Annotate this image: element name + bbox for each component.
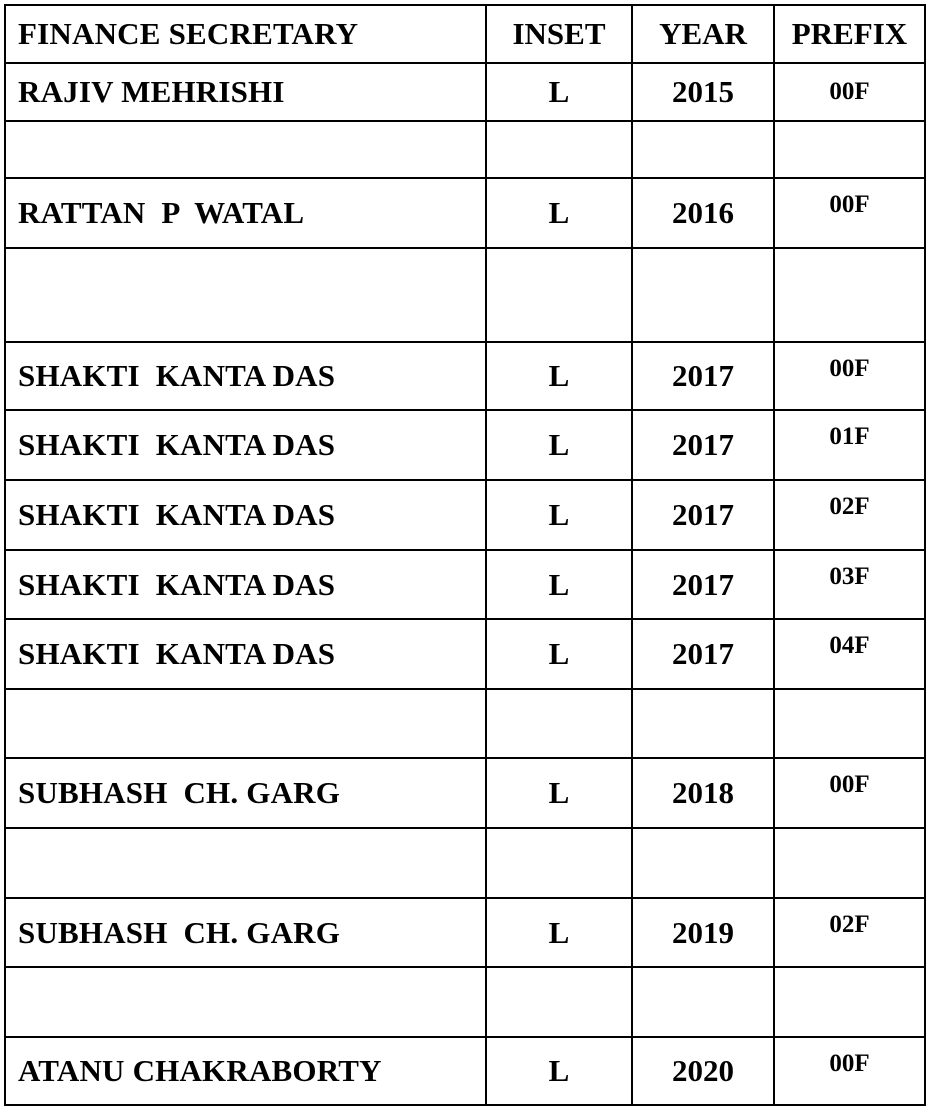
header-finance-secretary: FINANCE SECRETARY: [5, 5, 486, 63]
table-row: [5, 63, 925, 121]
table-row: [5, 178, 925, 248]
row-inset: L: [486, 63, 632, 121]
header-prefix: PREFIX: [774, 5, 925, 63]
row-inset: [486, 121, 632, 178]
row-prefix: 01F: [774, 410, 925, 480]
table-row: [5, 758, 925, 828]
row-inset: L: [486, 550, 632, 619]
row-year: [632, 967, 774, 1037]
row-inset: L: [486, 758, 632, 828]
row-inset: L: [486, 1037, 632, 1105]
row-prefix: [774, 689, 925, 758]
row-name: [5, 967, 486, 1037]
row-name: [5, 689, 486, 758]
row-prefix: 02F: [774, 480, 925, 550]
row-inset: L: [486, 480, 632, 550]
table-row: [5, 410, 925, 480]
row-name: SHAKTI KANTA DAS: [5, 480, 486, 550]
row-year: 2018: [632, 758, 774, 828]
row-name: [5, 828, 486, 898]
row-inset: [486, 828, 632, 898]
row-year: 2020: [632, 1037, 774, 1105]
row-prefix: 00F: [774, 1037, 925, 1105]
row-year: 2015: [632, 63, 774, 121]
row-year: [632, 689, 774, 758]
row-prefix: [774, 248, 925, 342]
row-name: RATTAN P WATAL: [5, 178, 486, 248]
row-inset: L: [486, 342, 632, 410]
table-row: [5, 828, 925, 898]
row-prefix: [774, 121, 925, 178]
table-row: [5, 121, 925, 178]
row-inset: [486, 689, 632, 758]
table-row: [5, 342, 925, 410]
row-prefix: 00F: [774, 178, 925, 248]
row-prefix: 00F: [774, 758, 925, 828]
row-year: 2017: [632, 480, 774, 550]
row-year: [632, 248, 774, 342]
row-name: [5, 121, 486, 178]
row-inset: L: [486, 178, 632, 248]
row-prefix: 02F: [774, 898, 925, 967]
row-name: RAJIV MEHRISHI: [5, 63, 486, 121]
row-year: 2017: [632, 550, 774, 619]
row-prefix: 04F: [774, 619, 925, 689]
row-name: SUBHASH CH. GARG: [5, 898, 486, 967]
table-row: [5, 898, 925, 967]
row-year: [632, 121, 774, 178]
row-prefix: 00F: [774, 342, 925, 410]
row-name: [5, 248, 486, 342]
table-row: [5, 689, 925, 758]
header-year: YEAR: [632, 5, 774, 63]
row-name: SHAKTI KANTA DAS: [5, 550, 486, 619]
row-name: ATANU CHAKRABORTY: [5, 1037, 486, 1105]
table-row: [5, 619, 925, 689]
row-name: SHAKTI KANTA DAS: [5, 410, 486, 480]
row-year: 2017: [632, 410, 774, 480]
row-inset: L: [486, 619, 632, 689]
row-prefix: [774, 828, 925, 898]
finance-secretary-table: [4, 4, 926, 1106]
row-name: SUBHASH CH. GARG: [5, 758, 486, 828]
table-row: [5, 248, 925, 342]
row-year: [632, 828, 774, 898]
row-prefix: 03F: [774, 550, 925, 619]
row-name: SHAKTI KANTA DAS: [5, 342, 486, 410]
table-row: [5, 480, 925, 550]
row-inset: L: [486, 410, 632, 480]
row-inset: L: [486, 898, 632, 967]
row-name: SHAKTI KANTA DAS: [5, 619, 486, 689]
header-inset: INSET: [486, 5, 632, 63]
row-year: 2019: [632, 898, 774, 967]
row-year: 2016: [632, 178, 774, 248]
row-inset: [486, 967, 632, 1037]
row-prefix: [774, 967, 925, 1037]
table-row: [5, 967, 925, 1037]
table-row: [5, 1037, 925, 1105]
table-row: [5, 550, 925, 619]
row-inset: [486, 248, 632, 342]
row-year: 2017: [632, 619, 774, 689]
row-year: 2017: [632, 342, 774, 410]
row-prefix: 00F: [774, 63, 925, 121]
table-header-row: [5, 5, 925, 63]
